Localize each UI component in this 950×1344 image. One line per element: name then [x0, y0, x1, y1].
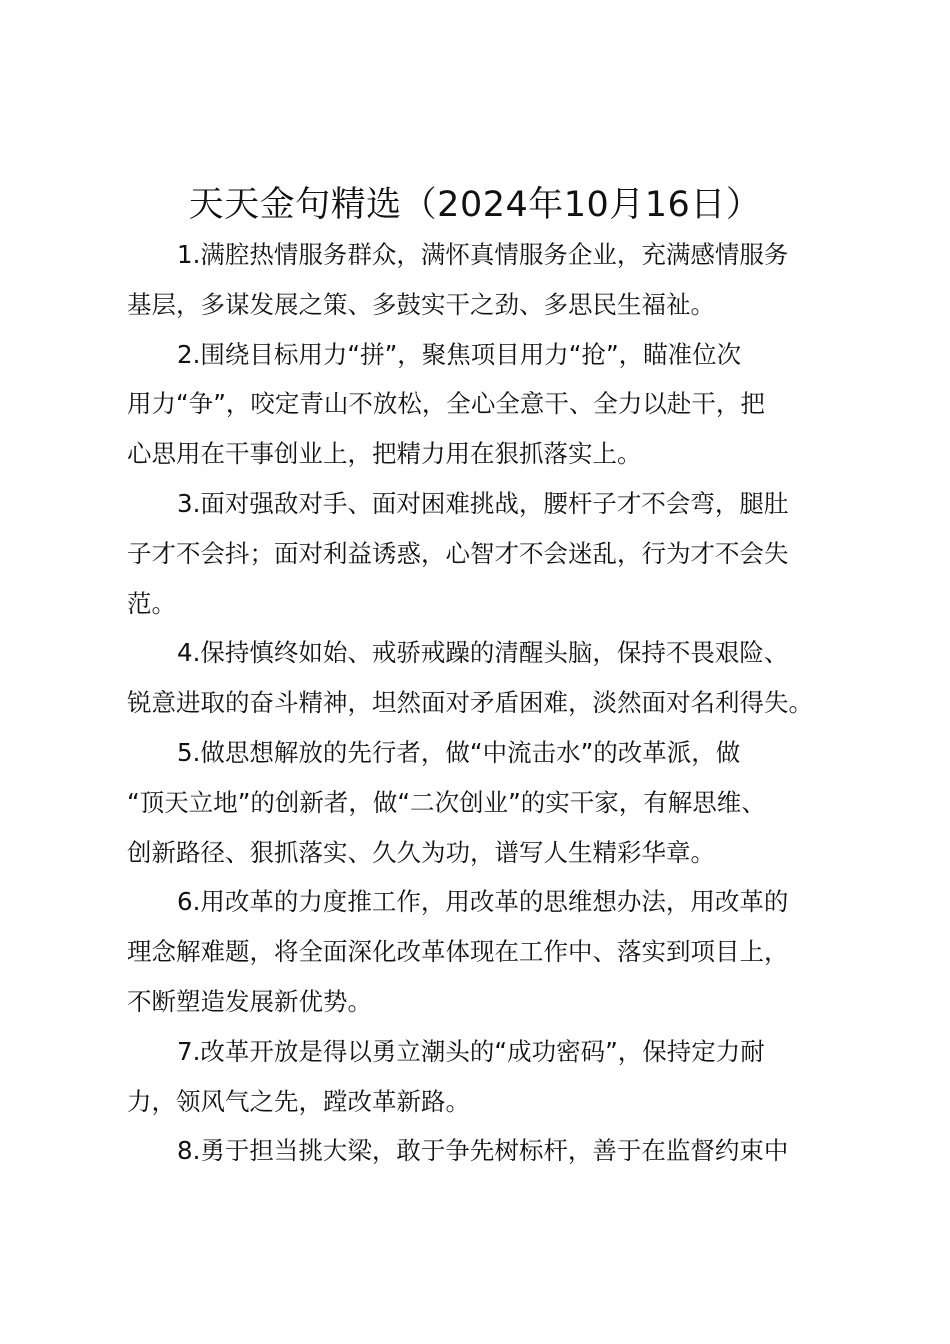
paragraph-line: 6.用改革的力度推工作，用改革的思维想办法，用改革的	[177, 887, 789, 917]
paragraph-line: 创新路径、狠抓落实、久久为功，谱写人生精彩华章。	[127, 837, 715, 867]
paragraph-line: 心思用在干事创业上，把精力用在狠抓落实上。	[127, 439, 642, 469]
paragraph-line: 4.保持慎终如始、戒骄戒躁的清醒头脑，保持不畏艰险、	[177, 638, 789, 668]
document-title: 天天金句精选（2024年10月16日）	[188, 185, 762, 225]
paragraph-line: 不断塑造发展新优势。	[127, 986, 372, 1016]
paragraph-line: 基层，多谋发展之策、多鼓实干之劲、多思民生福祉。	[127, 289, 715, 319]
paragraph-line: 5.做思想解放的先行者，做“中流击水”的改革派，做	[177, 737, 741, 767]
quote-paragraph-6	[127, 877, 837, 1026]
quote-paragraph-3	[127, 479, 837, 628]
quote-paragraph-1	[127, 230, 837, 330]
paragraph-line: 7.改革开放是得以勇立潮头的“成功密码”，保持定力耐	[177, 1036, 765, 1066]
paragraph-line: 3.面对强敌对手、面对困难挑战，腰杆子才不会弯，腿肚	[177, 488, 789, 518]
paragraph-line: 力，领风气之先，蹚改革新路。	[127, 1086, 470, 1116]
quote-paragraph-5	[127, 728, 837, 877]
paragraph-line: “顶天立地”的创新者，做“二次创业”的实干家，有解思维、	[127, 787, 766, 817]
paragraph-line: 2.围绕目标用力“拼”，聚焦项目用力“抢”，瞄准位次	[177, 339, 742, 369]
quote-paragraph-2	[127, 330, 837, 479]
quote-paragraph-4	[127, 628, 837, 728]
quote-paragraph-8	[127, 1126, 837, 1176]
paragraph-line: 理念解难题，将全面深化改革体现在工作中、落实到项目上，	[127, 937, 789, 967]
paragraph-line: 锐意进取的奋斗精神，坦然面对矛盾困难，淡然面对名利得失。	[127, 688, 813, 718]
paragraph-line: 子才不会抖；面对利益诱惑，心智才不会迷乱，行为才不会失	[127, 538, 789, 568]
document-body	[127, 230, 837, 1176]
paragraph-line: 8.勇于担当挑大梁，敢于争先树标杆，善于在监督约束中	[177, 1136, 789, 1166]
paragraph-line: 用力“争”，咬定青山不放松，全心全意干、全力以赴干，把	[127, 389, 765, 419]
quote-paragraph-7	[127, 1027, 837, 1127]
paragraph-line: 1.满腔热情服务群众，满怀真情服务企业，充满感情服务	[177, 240, 789, 269]
paragraph-line: 范。	[127, 588, 176, 618]
